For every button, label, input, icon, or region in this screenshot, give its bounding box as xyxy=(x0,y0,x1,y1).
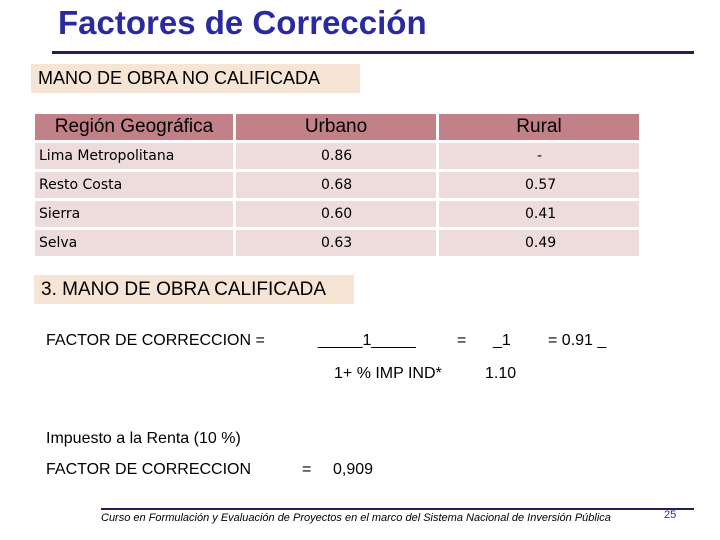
cell-region: Resto Costa xyxy=(35,172,233,198)
page-number: 25 xyxy=(664,509,677,521)
factor-equals: = xyxy=(302,461,312,478)
table-row xyxy=(35,143,639,169)
footer-course-text xyxy=(101,508,694,524)
header-urbano: Urbano xyxy=(236,114,436,140)
tax-note: Impuesto a la Renta (10 %) xyxy=(46,430,241,447)
table-row xyxy=(35,201,639,227)
cell-urbano: 0.68 xyxy=(236,172,436,198)
factor-label: FACTOR DE CORRECCION xyxy=(46,461,252,478)
footer-text: Curso en Formulación y Evaluación de Proyectos en el marco del Sistema Nacional de Inversión Pública xyxy=(101,512,611,524)
table-row xyxy=(35,230,639,256)
formula-lhs: FACTOR DE CORRECCION = xyxy=(46,332,265,349)
title-divider xyxy=(52,51,694,54)
section-label-no-calificada: MANO DE OBRA NO CALIFICADA xyxy=(31,64,360,93)
cell-rural: - xyxy=(439,143,639,169)
header-rural: Rural xyxy=(439,114,639,140)
page-title: Factores de Corrección xyxy=(58,4,427,41)
cell-region: Sierra xyxy=(35,201,233,227)
formula-equals: = xyxy=(457,332,467,349)
formula-numerator-2: _1 xyxy=(493,332,511,349)
factor-value: 0,909 xyxy=(333,461,374,478)
formula-result: = 0.91 _ xyxy=(548,332,607,349)
cell-rural: 0.49 xyxy=(439,230,639,256)
cell-region: Lima Metropolitana xyxy=(35,143,233,169)
cell-rural: 0.41 xyxy=(439,201,639,227)
formula-numerator-1: _____1_____ xyxy=(318,332,416,349)
cell-urbano: 0.60 xyxy=(236,201,436,227)
cell-urbano: 0.86 xyxy=(236,143,436,169)
table-row xyxy=(35,172,639,198)
cell-urbano: 0.63 xyxy=(236,230,436,256)
table-header-row xyxy=(35,114,639,140)
header-region: Región Geográfica xyxy=(35,114,233,140)
section-label-calificada: 3. MANO DE OBRA CALIFICADA xyxy=(34,275,354,304)
cell-rural: 0.57 xyxy=(439,172,639,198)
formula-denominator-2: 1.10 xyxy=(485,365,517,382)
cell-region: Selva xyxy=(35,230,233,256)
correction-factor-table xyxy=(32,111,642,259)
formula-denominator-1: 1+ % IMP IND* xyxy=(334,365,442,382)
